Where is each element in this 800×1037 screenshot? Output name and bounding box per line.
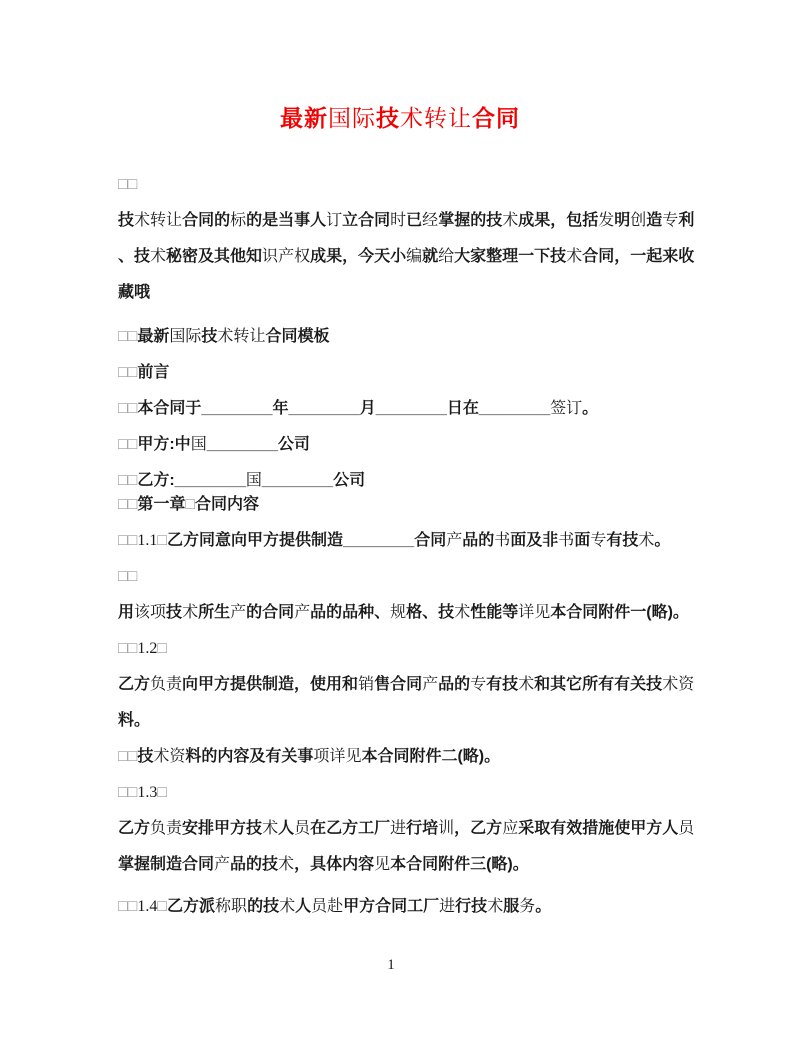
text-line: □□第一章□合同内容 (118, 496, 260, 513)
text-line: □□前言 (118, 364, 170, 381)
paragraph-clause-1-1-cont (118, 595, 689, 631)
text-line: □□ (118, 568, 138, 585)
text-line: □□最新国际技术转让合同模板 (118, 328, 330, 345)
text-line: □□ (118, 176, 138, 193)
text-line: □□甲方:中国________公司 (118, 436, 310, 453)
text-line: □□本合同于________年________月________日在________签订。 (118, 400, 599, 417)
text-line: □□1.1□乙方同意向甲方提供制造________合同产品的书面及非书面专有技术。 (118, 532, 671, 549)
text-line: 藏哦 (118, 284, 151, 301)
paragraph-clause-1-4 (118, 889, 682, 925)
page-number: 1 (387, 957, 395, 973)
text-line: 乙方负责向甲方提供制造，使用和销售合同产品的专有技术和其它所有有关技术资 (118, 676, 695, 693)
paragraph-intro (118, 203, 695, 311)
text-line: 料。 (118, 712, 151, 729)
paragraph-party-a (118, 427, 682, 463)
paragraph-template-heading (118, 319, 682, 355)
text-line: 技术转让合同的标的是当事人订立合同时已经掌握的技术成果，包括发明创造专利 (118, 212, 695, 229)
text-line: 、技术秘密及其他知识产权成果，今天小编就给大家整理一下技术合同，一起来收 (118, 248, 695, 265)
text-line: 掌握制造合同产品的技术，具体内容见本合同附件三(略)。 (118, 856, 529, 873)
text-line: □□1.3□ (118, 784, 168, 801)
paragraph-preface (118, 355, 682, 391)
text-line: □□1.4□乙方派称职的技术人员赴甲方合同工厂进行技术服务。 (118, 898, 552, 915)
paragraph-clause-1-1 (118, 523, 682, 559)
text-line: □□乙方:________国________公司 (118, 472, 366, 489)
paragraph-clause-1-2-label (118, 631, 682, 667)
paragraph-clause-1-3-label (118, 775, 682, 811)
paragraph-spacer-boxes-2 (118, 559, 682, 595)
page-title: 最新国际技术转让合同 (280, 105, 520, 131)
paragraph-clause-1-3 (118, 811, 695, 883)
paragraph-clause-1-2 (118, 667, 695, 739)
text-line: 乙方负责安排甲方技术人员在乙方工厂进行培训，乙方应采取有效措施使甲方人员 (118, 820, 695, 837)
paragraph-chapter-1-heading (118, 487, 682, 523)
text-line: 用该项技术所生产的合同产品的品种、规格、技术性能等详见本合同附件一(略)。 (118, 604, 689, 621)
paragraph-clause-1-2-note (118, 739, 682, 775)
paragraph-date-line (118, 391, 682, 427)
text-line: □□1.2□ (118, 640, 168, 657)
text-line: □□技术资料的内容及有关事项详见本合同附件二(略)。 (118, 748, 501, 765)
paragraph-spacer-boxes-1 (118, 167, 682, 203)
